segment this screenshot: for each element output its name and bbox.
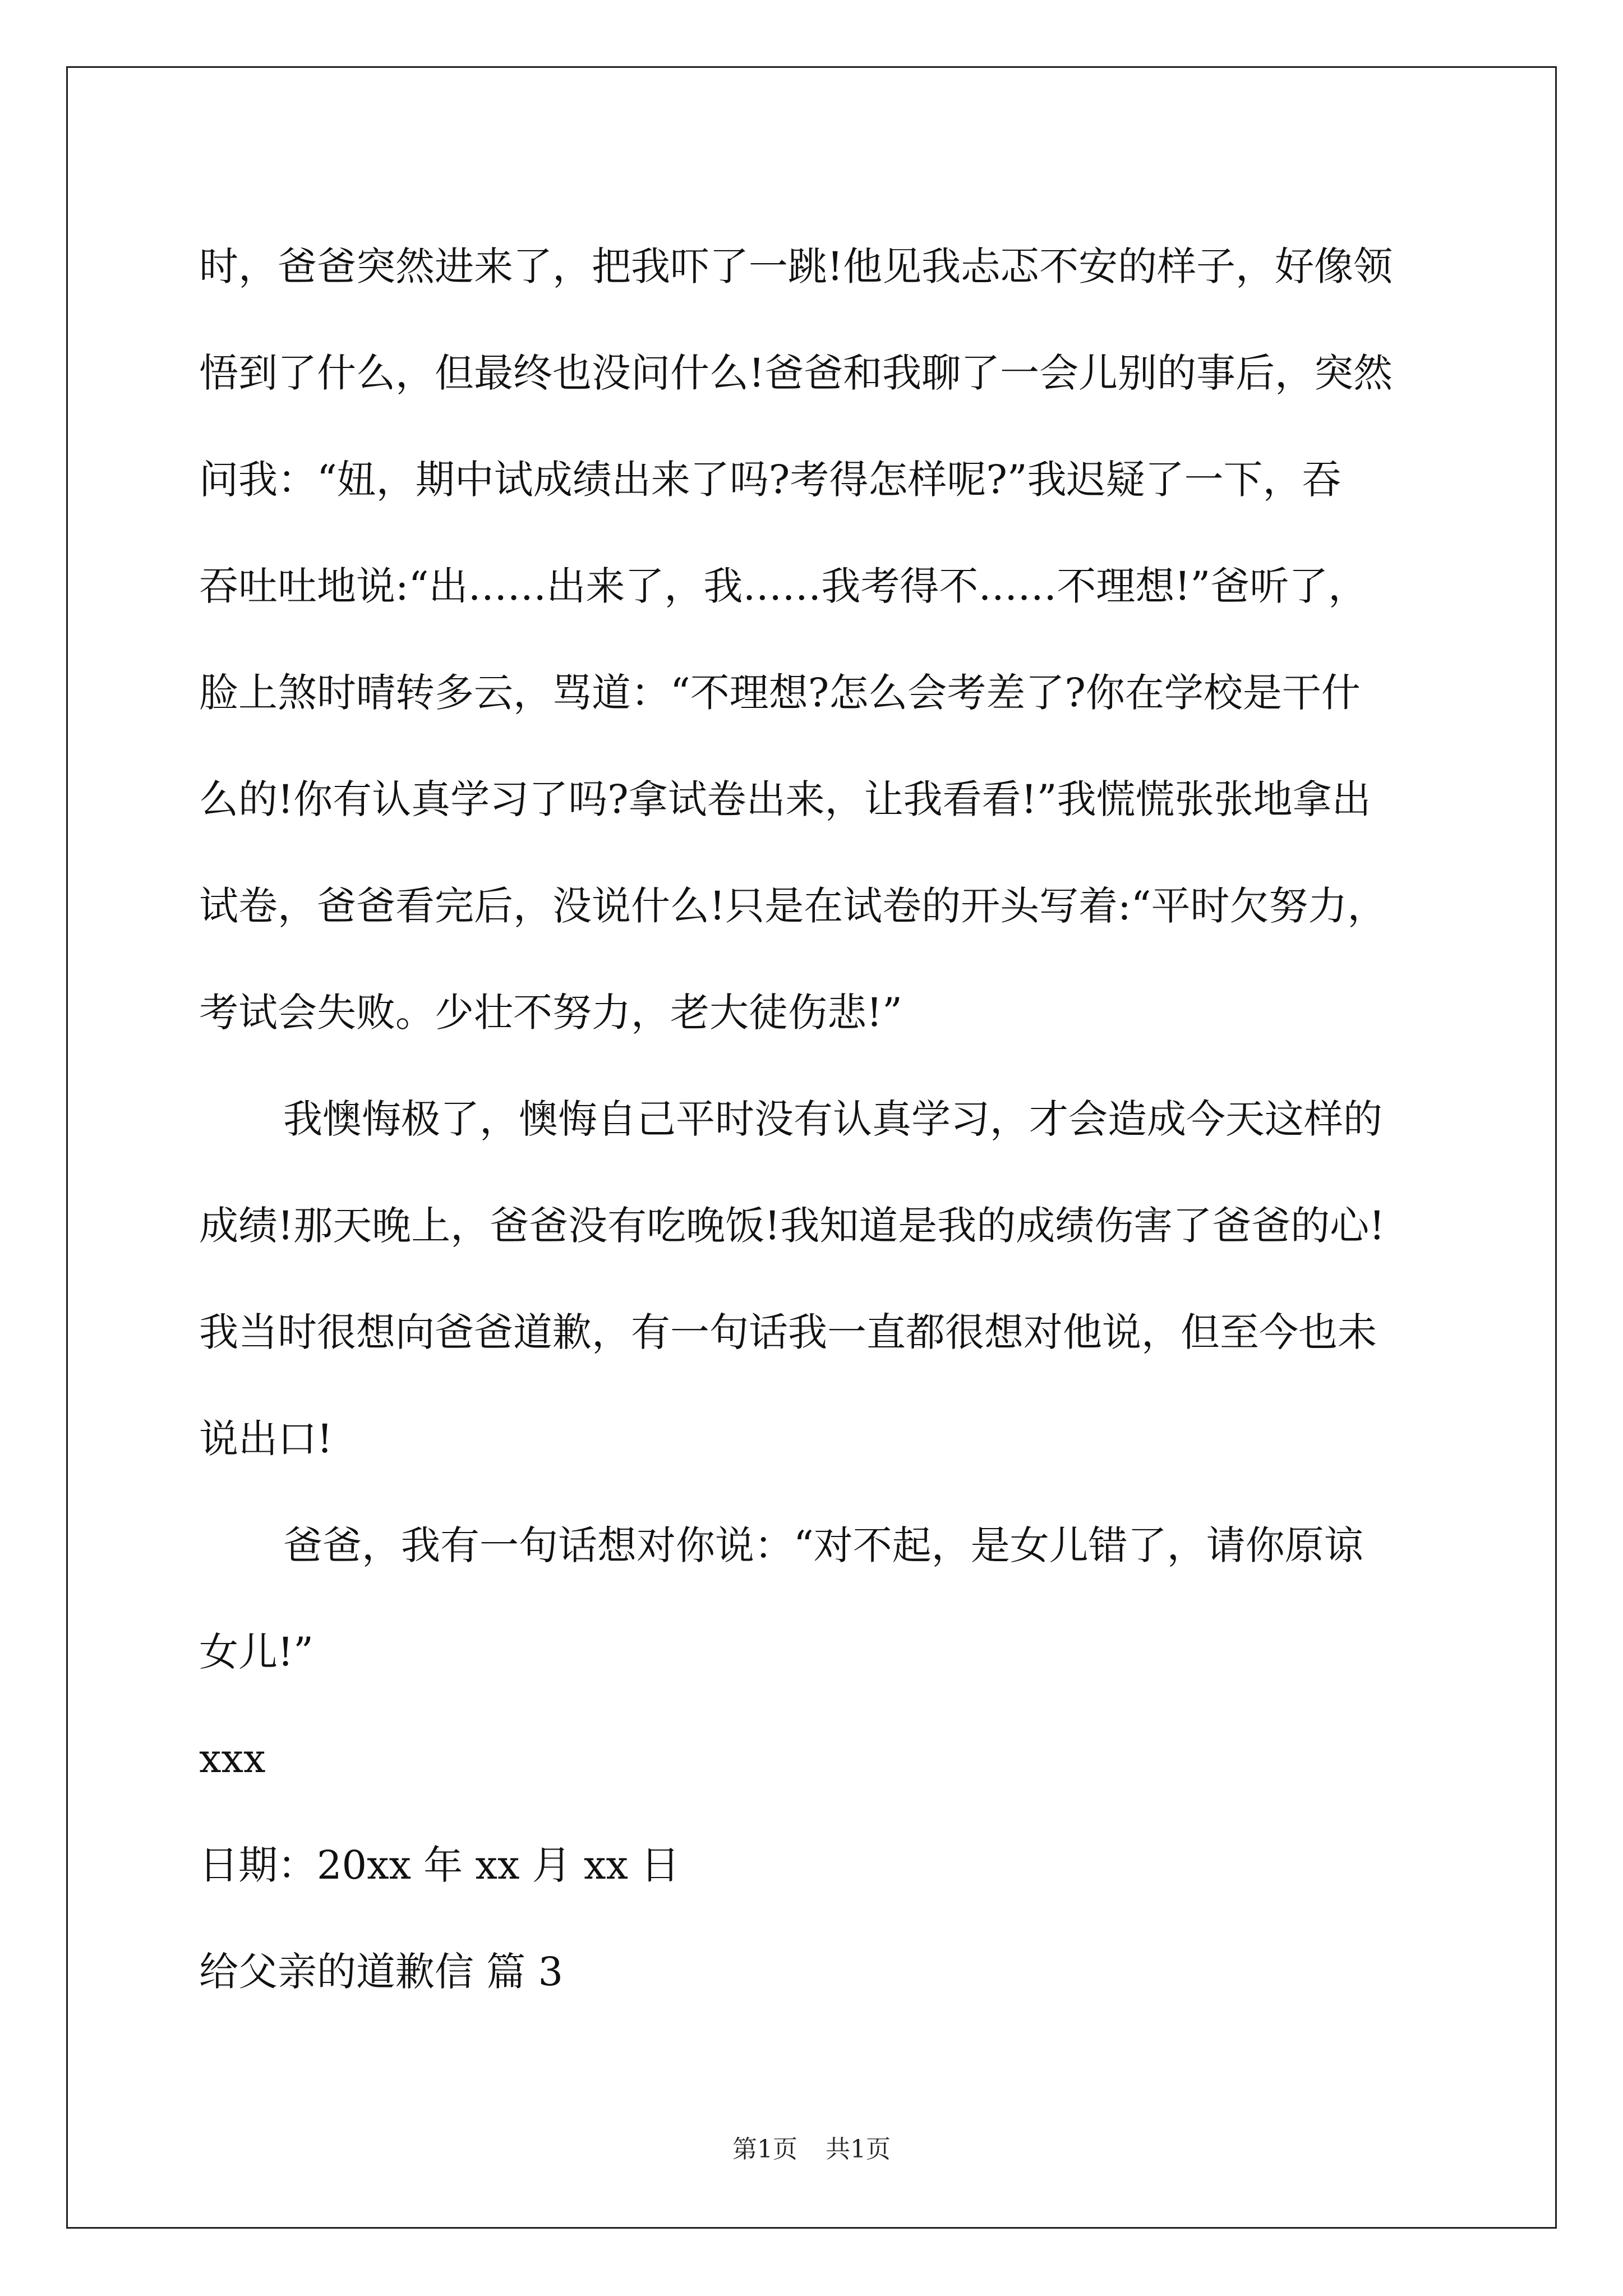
section-heading: 给父亲的道歉信 篇 3 — [199, 1949, 564, 1995]
page-number-current: 第1页 — [732, 2135, 797, 2164]
letter-body — [199, 213, 1427, 2025]
body-line-11: 我当时很想向爸爸道歉，有一句话我一直都很想对他说，但至今也未 — [199, 1309, 1377, 1355]
body-line-10: 成绩!那天晚上，爸爸没有吃晚饭!我知道是我的成绩伤害了爸爸的心! — [199, 1203, 1385, 1249]
page-number-total: 共1页 — [826, 2135, 891, 2164]
signature: xxx — [199, 1736, 266, 1782]
body-line-7: 试卷，爸爸看完后，没说什么!只是在试卷的开头写着:“平时欠努力， — [199, 883, 1387, 929]
page-footer — [0, 2129, 1623, 2165]
date-line: 日期：20xx 年 xx 月 xx 日 — [199, 1842, 680, 1888]
body-line-1: 时，爸爸突然进来了，把我吓了一跳!他见我忐忑不安的样子，好像领 — [199, 243, 1393, 289]
body-line-9: 我懊悔极了，懊悔自己平时没有认真学习，才会造成今天这样的 — [283, 1096, 1382, 1142]
body-line-5: 脸上煞时晴转多云，骂道：“不理想?怎么会考差了?你在学校是干什 — [199, 670, 1361, 716]
body-line-13: 爸爸，我有一句话想对你说：“对不起，是女儿错了，请你原谅 — [283, 1522, 1363, 1568]
body-line-4: 吞吐吐地说:“出……出来了，我……我考得不……不理想!”爸听了， — [199, 563, 1368, 609]
body-line-2: 悟到了什么，但最终也没问什么!爸爸和我聊了一会儿别的事后，突然 — [199, 350, 1393, 396]
body-line-8: 考试会失败。少壮不努力，老大徒伤悲!” — [199, 990, 902, 1036]
body-line-12: 说出口! — [199, 1416, 333, 1462]
body-line-14: 女儿!” — [199, 1629, 313, 1675]
body-line-6: 么的!你有认真学习了吗?拿试卷出来，让我看看!”我慌慌张张地拿出 — [199, 776, 1371, 822]
body-line-3: 问我：“妞，期中试成绩出来了吗?考得怎样呢?”我迟疑了一下，吞 — [199, 457, 1341, 503]
